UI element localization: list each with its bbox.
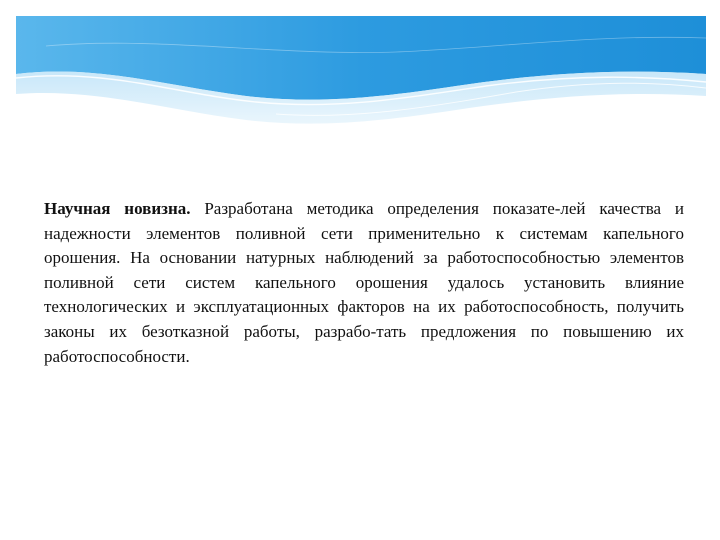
body-paragraph (44, 197, 684, 369)
body-text: Разработана методика определения показате-лей качества и надежности элементов поливной сети применительно к системам капельного орошения. На основании натурных наблюдений за работоспособностью элементов поливной сети систем капельного орошения удалось установить влияние технологических и эксплуатационных факторов на их работоспособность, получить законы их безотказной работы, разрабо-тать предложения по повышению их работоспособности. (44, 199, 684, 366)
body-lead: Научная новизна. (44, 199, 191, 218)
header-wave-decoration (16, 16, 706, 131)
